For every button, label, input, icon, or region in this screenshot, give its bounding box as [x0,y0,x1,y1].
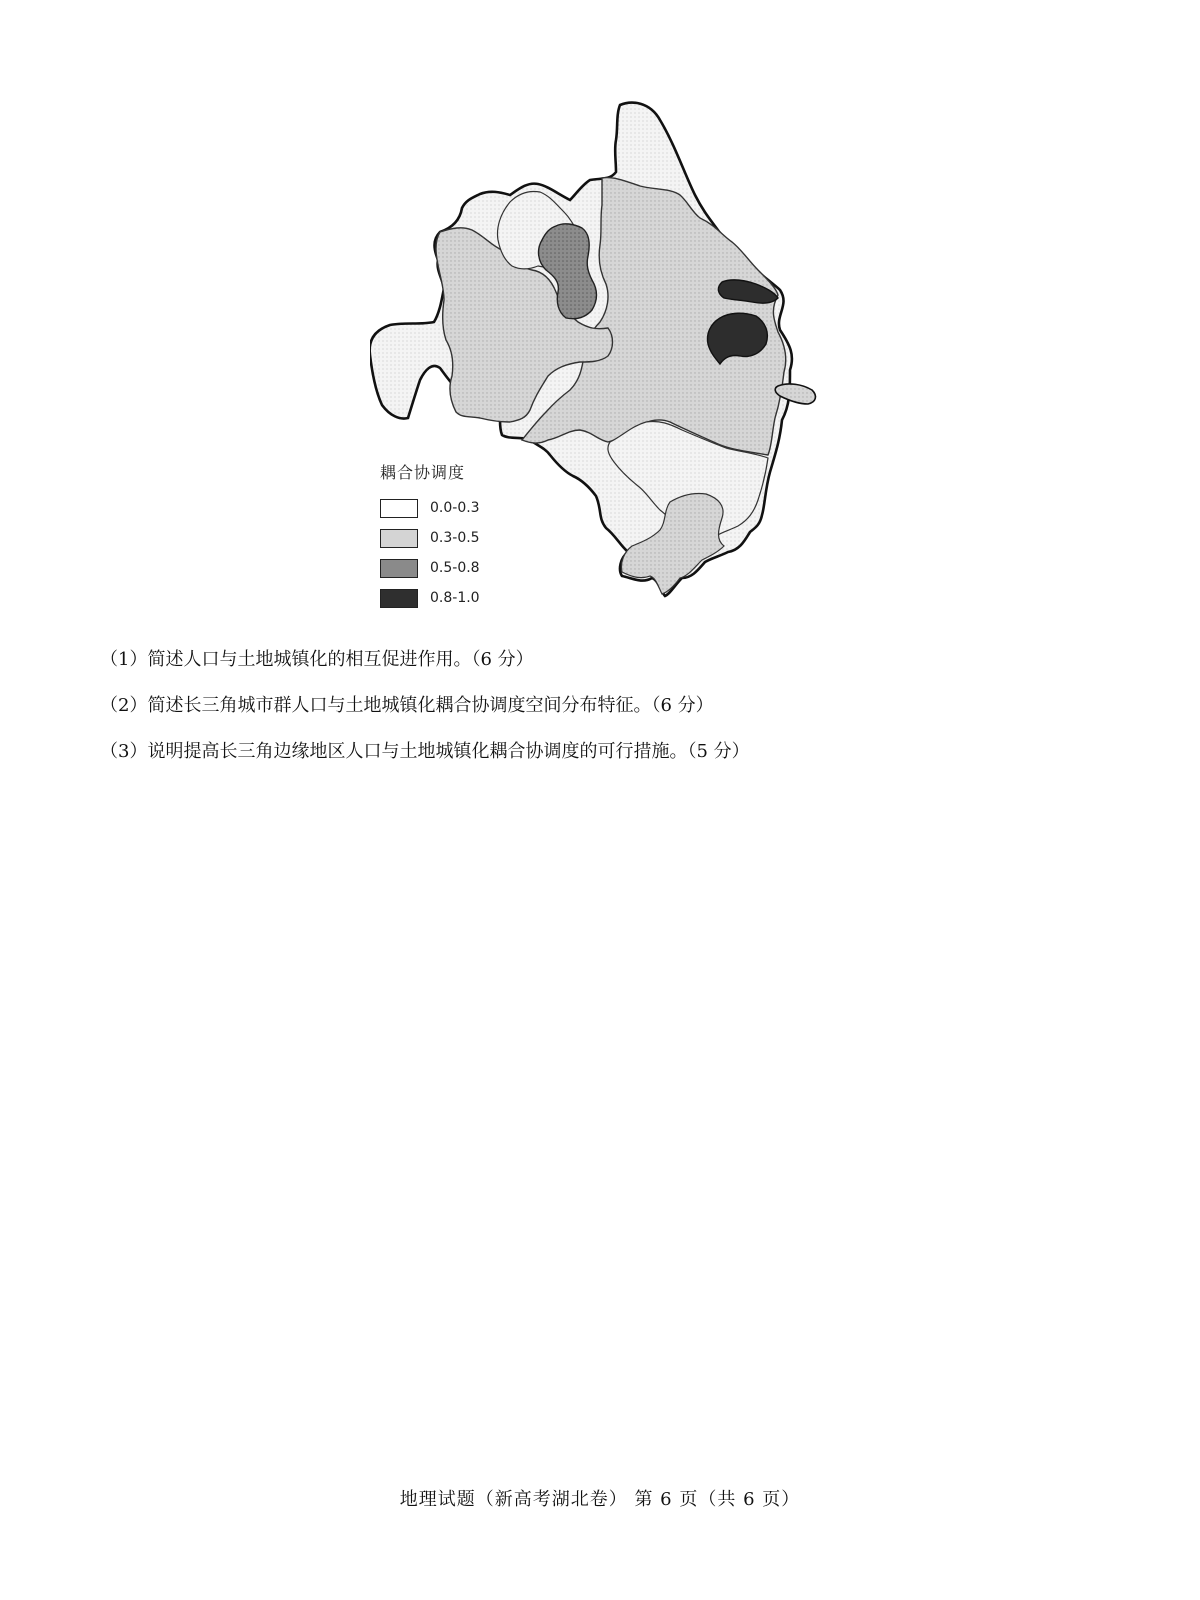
question-1: （1）简述人口与土地城镇化的相互促进作用。（6 分） [100,649,534,670]
legend-label: 0.5-0.8 [430,560,480,576]
legend-swatch [380,589,418,608]
legend-swatch [380,559,418,578]
page-footer: 地理试题（新高考湖北卷） 第 6 页（共 6 页） [399,1489,801,1510]
question-list [100,637,1100,775]
legend-swatch [380,499,418,518]
legend-item-0.8-1.0 [380,583,540,613]
legend-item-0.0-0.3 [380,493,540,523]
legend-label: 0.0-0.3 [430,500,480,516]
legend-label: 0.3-0.5 [430,530,480,546]
map-legend [380,460,540,613]
legend-item-0.3-0.5 [380,523,540,553]
legend-label: 0.8-1.0 [430,590,480,606]
legend-item-0.5-0.8 [380,553,540,583]
legend-title: 耦合协调度 [380,463,466,482]
legend-swatch [380,529,418,548]
question-3: （3）说明提高长三角边缘地区人口与土地城镇化耦合协调度的可行措施。（5 分） [100,741,750,762]
question-2: （2）简述长三角城市群人口与土地城镇化耦合协调度空间分布特征。（6 分） [100,695,714,716]
